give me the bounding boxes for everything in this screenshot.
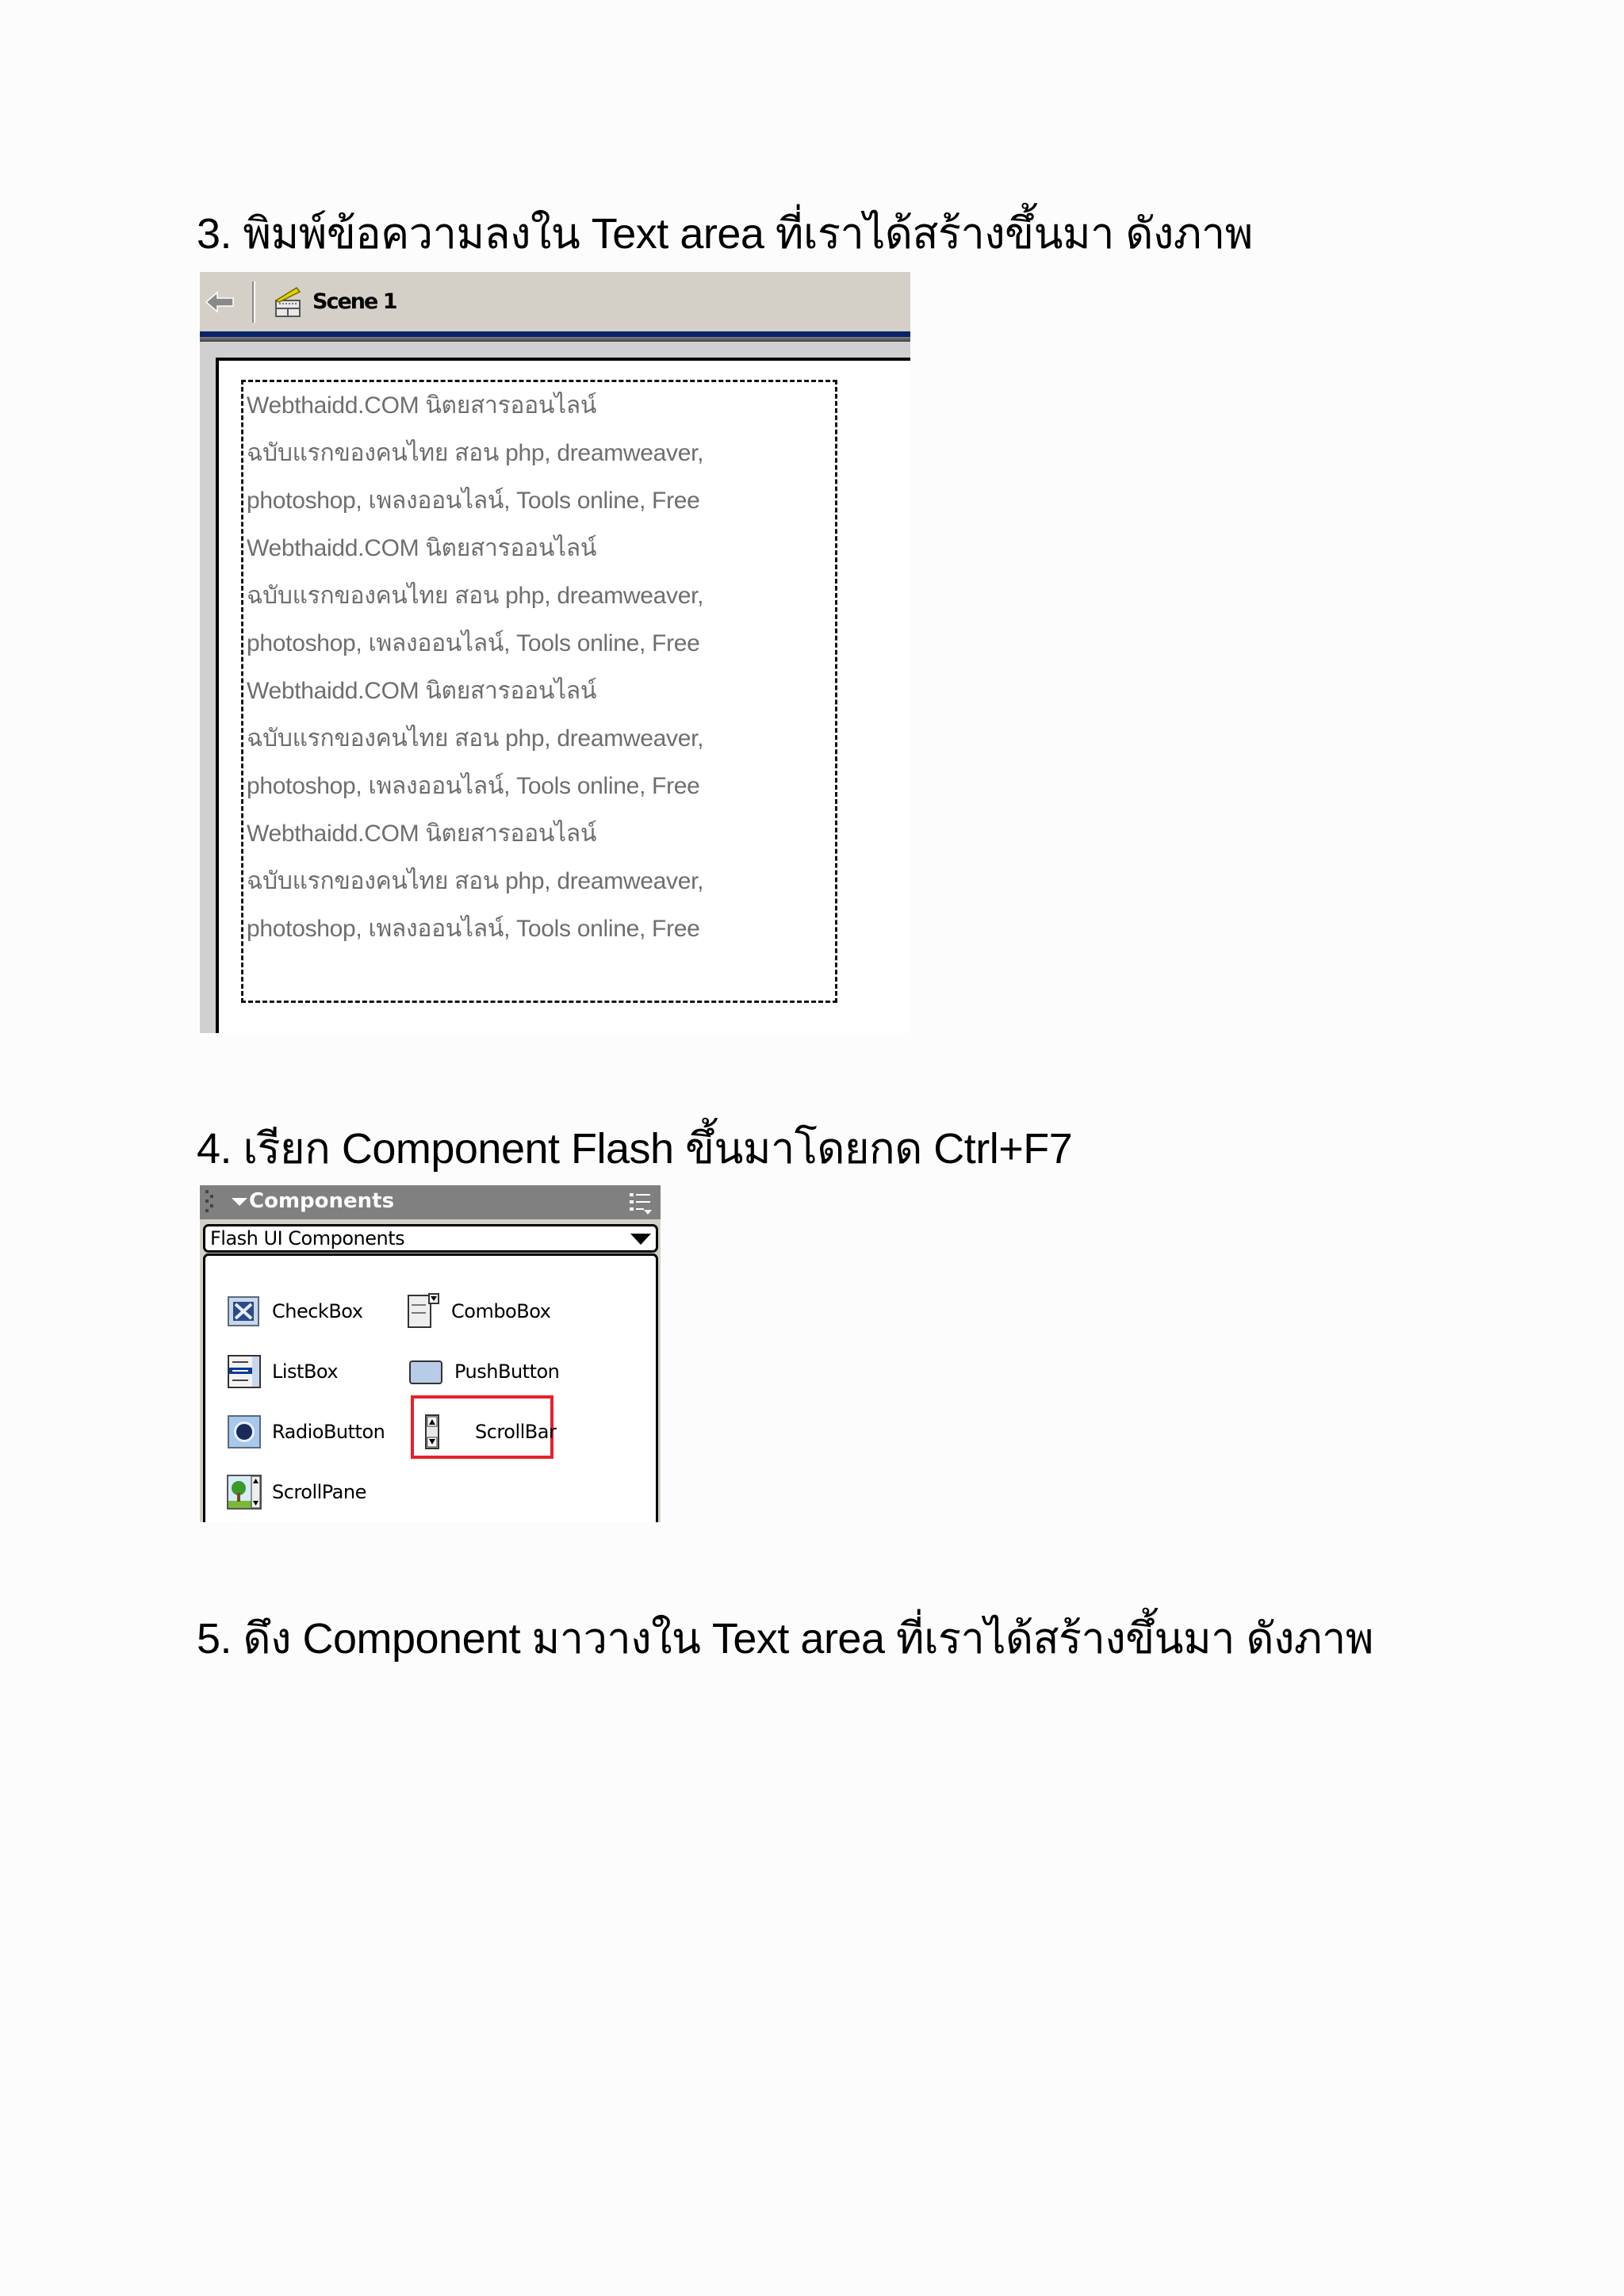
chevron-down-icon[interactable] (630, 1234, 651, 1245)
text-line: Webthaidd.COM นิตยสารออนไลน์ (247, 392, 597, 419)
text-line: photoshop, เพลงออนไลน์, Tools online, Free (247, 773, 700, 799)
radiobutton-icon (226, 1414, 262, 1450)
component-library-select[interactable] (203, 1224, 658, 1253)
text-line: ฉบับแรกของคนไทย สอน php, dreamweaver, (247, 725, 704, 752)
toolbar-accent-line (200, 331, 910, 337)
listbox-icon (226, 1353, 262, 1390)
flash-stage-screenshot (200, 272, 910, 1033)
components-panel-header[interactable] (200, 1185, 661, 1219)
text-line: Webthaidd.COM นิตยสารออนไลน์ (247, 821, 597, 847)
step-5-heading: 5. ดึง Component มาวางใน Text area ที่เราได้สร้างขึ้นมา ดังภาพ (197, 1615, 1373, 1663)
scrollpane-icon (226, 1474, 262, 1510)
scene-label[interactable]: Scene 1 (312, 289, 396, 314)
text-line: photoshop, เพลงออนไลน์, Tools online, Free (247, 488, 700, 514)
selected-library: Flash UI Components (210, 1227, 405, 1249)
text-line: Webthaidd.COM นิตยสารออนไลน์ (247, 678, 597, 704)
component-item-scrollpane[interactable]: ScrollPane (226, 1473, 366, 1511)
toolbar-separator (252, 281, 255, 323)
timeline-toolbar (200, 272, 910, 331)
text-area-box[interactable] (241, 380, 837, 1003)
drag-grip-icon[interactable] (205, 1188, 216, 1217)
step-4-heading: 4. เรียก Component Flash ขึ้นมาโดยกด Ctrl+F7 (197, 1125, 1073, 1173)
panel-title: Components (249, 1189, 395, 1213)
component-item-combobox[interactable]: ComboBox (405, 1292, 550, 1330)
component-item-pushbutton[interactable]: PushButton (408, 1353, 559, 1391)
step-3-heading: 3. พิมพ์ข้อความลงใน Text area ที่เราได้สร้างขึ้นมา ดังภาพ (197, 210, 1253, 258)
component-item-scrollbar[interactable]: ScrollBar (419, 1413, 556, 1451)
collapse-triangle-icon[interactable] (232, 1198, 247, 1206)
text-line: photoshop, เพลงออนไลน์, Tools online, Free (247, 916, 700, 942)
pushbutton-icon (408, 1353, 445, 1390)
components-panel-screenshot (200, 1185, 661, 1522)
components-list (203, 1253, 658, 1522)
text-line: ฉบับแรกของคนไทย สอน php, dreamweaver, (247, 440, 704, 466)
combobox-icon (405, 1293, 442, 1330)
stage-canvas[interactable] (216, 358, 910, 1033)
text-line: photoshop, เพลงออนไลน์, Tools online, Free (247, 630, 700, 656)
text-line: ฉบับแรกของคนไทย สอน php, dreamweaver, (247, 583, 704, 609)
component-item-checkbox[interactable]: CheckBox (226, 1292, 362, 1330)
scrollbar-icon (419, 1414, 456, 1450)
clapperboard-icon (273, 286, 304, 318)
panel-options-menu-icon[interactable] (628, 1192, 653, 1215)
component-item-listbox[interactable]: ListBox (226, 1353, 338, 1391)
checkbox-icon (226, 1293, 262, 1330)
text-line: Webthaidd.COM นิตยสารออนไลน์ (247, 535, 597, 561)
text-line: ฉบับแรกของคนไทย สอน php, dreamweaver, (247, 868, 704, 894)
component-item-radiobutton[interactable]: RadioButton (226, 1413, 385, 1451)
left-arrow-icon[interactable] (205, 291, 236, 313)
